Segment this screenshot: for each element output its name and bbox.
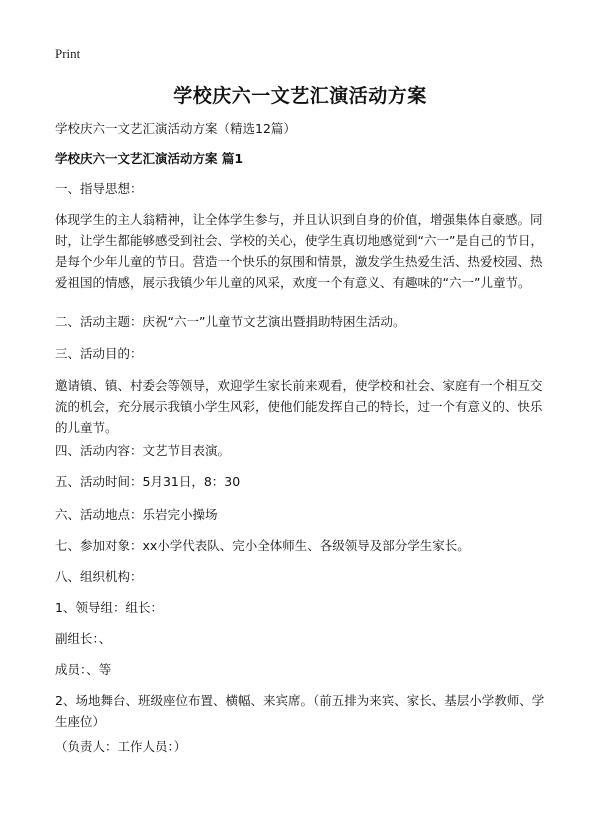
paragraph: 体现学生的主人翁精神，让全体学生参与，并且认识到自身的价值，增强集体自豪感。同时，让学生都能够感受到社会、学校的关心，使学生真切地感觉到“六一”是自己的节日，是每个少年儿童的节日。营造一个快乐的氛围和情景，激发学生热爱生活、热爱校园、热爱祖国的情感，展示我镇少年儿童的风采，欢度一个有意义、有趣味的“六一”儿童节。 xyxy=(55,212,543,290)
print-link[interactable]: Print xyxy=(55,46,81,61)
paragraph: 四、活动内容：文艺节目表演。 xyxy=(55,443,231,458)
paragraph: 三、活动目的： xyxy=(55,346,143,361)
document-title: 学校庆六一文艺汇演活动方案 xyxy=(173,85,427,107)
paragraph: 1、领导组：组长： xyxy=(55,600,163,615)
paragraph: 一、指导思想： xyxy=(55,181,143,196)
paragraph: 二、活动主题：庆祝“六一”儿童节文艺演出暨捐助特困生活动。 xyxy=(55,314,406,329)
paragraph: 2、场地舞台、班级座位布置、横幅、来宾席。（前五排为来宾、家长、基层小学教师、学生座位） xyxy=(55,693,545,729)
paragraph: 副组长：、 xyxy=(55,631,112,646)
section-heading: 学校庆六一文艺汇演活动方案 篇1 xyxy=(55,151,244,166)
paragraph: 六、活动地点：乐岩完小操场 xyxy=(55,507,218,522)
paragraph: 邀请镇、镇、村委会等领导，欢迎学生家长前来观看，使学校和社会、家庭有一个相互交流的机会，充分展示我镇小学生风彩，使他们能发挥自己的特长，过一个有意义的、快乐的儿童节。 xyxy=(55,378,543,435)
paragraph: 五、活动时间：5月31日，8：30 xyxy=(55,474,241,489)
paragraph: 七、参加对象：xx小学代表队、完小全体师生、各级领导及部分学生家长。 xyxy=(55,538,470,553)
paragraph: 八、组织机构： xyxy=(55,569,143,584)
paragraph: 成员：、等 xyxy=(55,662,112,677)
paragraph: （负责人：工作人员：） xyxy=(55,739,187,754)
document-subtitle: 学校庆六一文艺汇演活动方案（精选12篇） xyxy=(55,121,296,136)
